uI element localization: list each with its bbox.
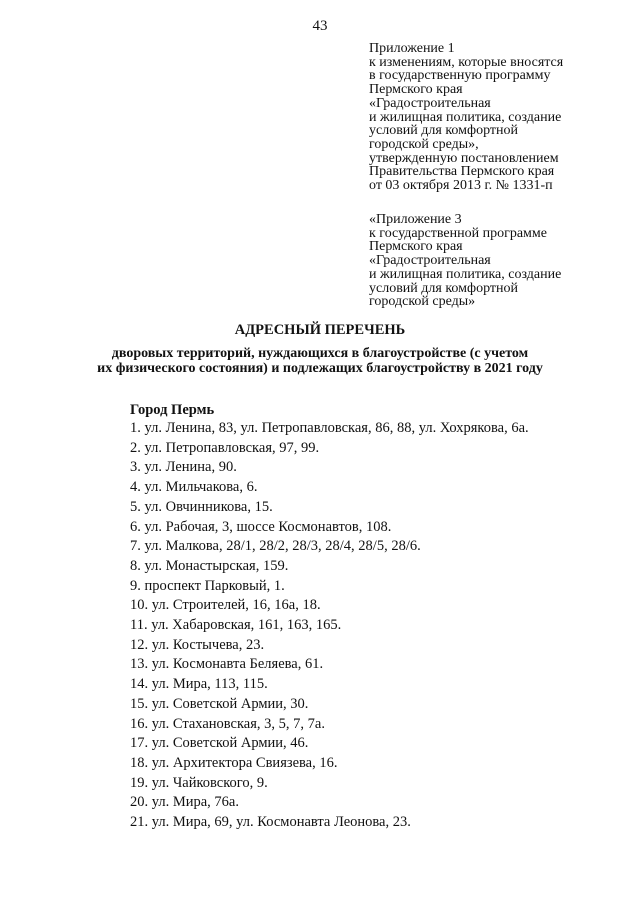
address-item: 10. ул. Строителей, 16, 16а, 18. bbox=[130, 597, 321, 614]
annex-3-line: к государственной программе bbox=[369, 225, 547, 241]
page-number: 43 bbox=[312, 18, 328, 34]
annex-3-line: городской среды» bbox=[369, 294, 476, 310]
address-item: 11. ул. Хабаровская, 161, 163, 165. bbox=[130, 617, 342, 634]
annex-1-line: от 03 октября 2013 г. № 1331-п bbox=[369, 178, 553, 194]
address-item: 7. ул. Малкова, 28/1, 28/2, 28/3, 28/4, 28/5, 28/6. bbox=[130, 538, 421, 555]
address-item: 2. ул. Петропавловская, 97, 99. bbox=[130, 439, 320, 456]
annex-1-line: в государственную программу bbox=[369, 68, 551, 84]
address-item: 9. проспект Парковый, 1. bbox=[130, 577, 285, 594]
document-subtitle bbox=[60, 347, 580, 376]
annex-3-line: Пермского края bbox=[369, 239, 463, 255]
annex-3-line: условий для комфортной bbox=[369, 280, 519, 296]
address-item: 12. ул. Костычева, 23. bbox=[130, 636, 265, 653]
subtitle-line: дворовых территорий, нуждающихся в благоустройстве (с учетом bbox=[111, 346, 529, 361]
annex-3-line: и жилищная политика, создание bbox=[369, 266, 562, 282]
annex-1-line: Правительства Пермского края bbox=[369, 164, 555, 180]
address-item: 17. ул. Советской Армии, 46. bbox=[130, 735, 309, 752]
annex-1-line: к изменениям, которые вносятся bbox=[369, 54, 564, 70]
address-item: 4. ул. Мильчакова, 6. bbox=[130, 479, 258, 496]
address-item: 20. ул. Мира, 76а. bbox=[130, 794, 239, 811]
subtitle-line: их физического состояния) и подлежащих благоустройству в 2021 году bbox=[97, 360, 543, 376]
annex-1-line: утвержденную постановлением bbox=[369, 150, 559, 166]
annex-1-line: условий для комфортной bbox=[369, 123, 519, 139]
address-item: 6. ул. Рабочая, 3, шоссе Космонавтов, 108. bbox=[130, 518, 392, 535]
annex-3-line: «Приложение 3 bbox=[369, 212, 462, 227]
annex-3-header bbox=[369, 213, 609, 309]
address-item: 14. ул. Мира, 113, 115. bbox=[130, 676, 268, 693]
document-title: АДРЕСНЫЙ ПЕРЕЧЕНЬ bbox=[234, 322, 406, 338]
address-list bbox=[130, 419, 610, 833]
annex-3-line: «Градостроительная bbox=[369, 253, 491, 269]
annex-1-line: и жилищная политика, создание bbox=[369, 109, 562, 125]
annex-1-line: «Градостроительная bbox=[369, 95, 491, 111]
address-item: 16. ул. Стахановская, 3, 5, 7, 7а. bbox=[130, 715, 325, 732]
address-item: 19. ул. Чайковского, 9. bbox=[130, 774, 268, 791]
annex-1-header bbox=[369, 42, 609, 193]
annex-1-line: Пермского края bbox=[369, 82, 463, 98]
address-item: 8. ул. Монастырская, 159. bbox=[130, 557, 289, 574]
address-item: 21. ул. Мира, 69, ул. Космонавта Леонова, 23. bbox=[130, 814, 411, 831]
address-item: 5. ул. Овчинникова, 15. bbox=[130, 498, 273, 515]
city-heading: Город Пермь bbox=[130, 402, 215, 418]
address-item: 13. ул. Космонавта Беляева, 61. bbox=[130, 656, 324, 673]
annex-1-line: городской среды», bbox=[369, 136, 479, 152]
address-item: 3. ул. Ленина, 90. bbox=[130, 459, 237, 476]
address-item: 15. ул. Советской Армии, 30. bbox=[130, 695, 309, 712]
address-item: 18. ул. Архитектора Свиязева, 16. bbox=[130, 754, 338, 771]
annex-1-line: Приложение 1 bbox=[369, 41, 455, 56]
address-item: 1. ул. Ленина, 83, ул. Петропавловская, 86, 88, ул. Хохрякова, 6а. bbox=[130, 420, 529, 436]
